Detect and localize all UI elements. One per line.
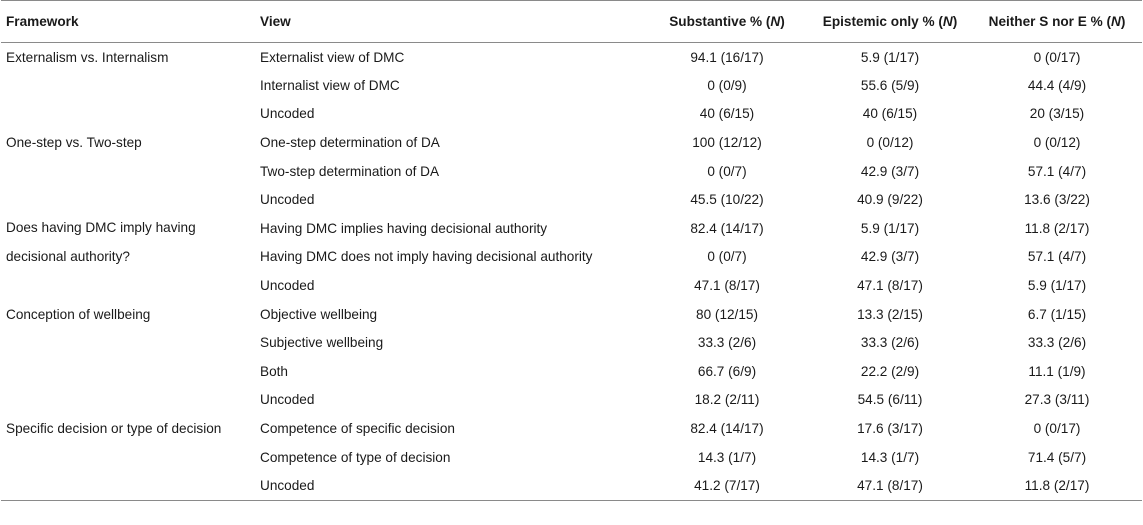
table-row (1, 386, 1142, 415)
view-cell: Objective wellbeing (260, 306, 378, 322)
framework-cell: Conception of wellbeing (6, 306, 151, 322)
epistemic-cell: 13.3 (2/15) (857, 306, 923, 322)
table-row (1, 43, 1142, 72)
neither-cell: 0 (0/17) (1033, 421, 1081, 437)
header-substantive-text: Substantive % ( (669, 14, 771, 29)
header-neither-text: Neither S nor E % ( (988, 14, 1111, 29)
header-neither-n: N (1111, 14, 1121, 29)
view-cell: Two-step determination of DA (260, 163, 440, 179)
table-row (1, 128, 1142, 157)
header-epistemic-close: ) (952, 14, 958, 29)
view-cell: One-step determination of DA (260, 135, 440, 151)
framework-cell-empty (1, 443, 260, 472)
epistemic-cell: 0 (0/12) (866, 135, 914, 151)
table-row (1, 414, 1142, 443)
substantive-cell: 0 (0/7) (707, 249, 747, 265)
neither-cell: 11.1 (1/9) (1028, 363, 1086, 379)
epistemic-cell: 55.6 (5/9) (860, 77, 920, 93)
epistemic-cell: 33.3 (2/6) (860, 335, 920, 351)
framework-cell: Specific decision or type of decision (6, 421, 222, 437)
substantive-cell: 80 (12/15) (696, 306, 758, 322)
framework-cell-empty (1, 357, 260, 386)
table-header (1, 1, 1142, 43)
substantive-cell: 94.1 (16/17) (690, 49, 764, 65)
neither-cell: 13.6 (3/22) (1024, 192, 1090, 208)
framework-cell-empty (1, 100, 260, 129)
neither-cell: 11.8 (2/17) (1024, 220, 1090, 236)
epistemic-cell: 40.9 (9/22) (857, 192, 923, 208)
epistemic-cell: 5.9 (1/17) (860, 49, 920, 65)
neither-cell: 0 (0/12) (1033, 135, 1081, 151)
substantive-cell: 14.3 (1/7) (697, 449, 757, 465)
header-neither (972, 1, 1142, 43)
epistemic-cell: 40 (6/15) (862, 106, 918, 122)
neither-cell: 20 (3/15) (1029, 106, 1085, 122)
epistemic-cell: 42.9 (3/7) (860, 249, 920, 265)
framework-cell: Externalism vs. Internalism (6, 49, 169, 65)
neither-cell: 57.1 (4/7) (1027, 249, 1087, 265)
results-table (1, 0, 1142, 501)
table-row (1, 185, 1142, 214)
header-substantive-n: N (770, 14, 781, 29)
view-cell: Having DMC does not imply having decisional authority (260, 249, 593, 265)
header-epistemic-n: N (942, 14, 953, 29)
table-row (1, 71, 1142, 100)
epistemic-cell: 22.2 (2/9) (860, 363, 920, 379)
substantive-cell: 18.2 (2/11) (694, 392, 760, 408)
view-cell: Uncoded (260, 392, 315, 408)
epistemic-cell: 54.5 (6/11) (857, 392, 923, 408)
substantive-cell: 40 (6/15) (699, 106, 755, 122)
substantive-cell: 82.4 (14/17) (690, 220, 764, 236)
substantive-cell: 82.4 (14/17) (690, 421, 764, 437)
epistemic-cell: 42.9 (3/7) (860, 163, 920, 179)
table-row (1, 471, 1142, 500)
neither-cell: 11.8 (2/17) (972, 471, 1142, 500)
header-epistemic (808, 1, 972, 43)
header-framework: Framework (1, 1, 260, 43)
framework-cell: Does having DMC imply having decisional authority? (6, 220, 196, 264)
substantive-cell: 41.2 (7/17) (646, 471, 808, 500)
framework-cell-empty (1, 271, 260, 300)
header-epistemic-text: Epistemic only % ( (822, 14, 943, 29)
substantive-cell: 0 (0/9) (707, 77, 747, 93)
framework-cell-empty (1, 386, 260, 415)
header-row (1, 1, 1142, 43)
neither-cell: 33.3 (2/6) (1027, 335, 1087, 351)
view-cell: Internalist view of DMC (260, 77, 400, 93)
table-row (1, 214, 1142, 243)
epistemic-cell: 47.1 (8/17) (857, 278, 923, 294)
header-view: View (260, 1, 646, 43)
substantive-cell: 33.3 (2/6) (697, 335, 757, 351)
framework-cell: One-step vs. Two-step (6, 135, 142, 151)
neither-cell: 44.4 (4/9) (1027, 77, 1087, 93)
view-cell: Both (260, 363, 288, 379)
neither-cell: 27.3 (3/11) (1024, 392, 1090, 408)
substantive-cell: 45.5 (10/22) (690, 192, 764, 208)
table-row (1, 328, 1142, 357)
neither-cell: 71.4 (5/7) (1027, 449, 1087, 465)
view-cell: Uncoded (260, 106, 315, 122)
view-cell: Uncoded (260, 192, 315, 208)
substantive-cell: 47.1 (8/17) (694, 278, 760, 294)
framework-cell-empty (1, 71, 260, 100)
table-row (1, 100, 1142, 129)
substantive-cell: 0 (0/7) (707, 163, 747, 179)
table-row (1, 271, 1142, 300)
framework-cell-empty (1, 157, 260, 186)
view-cell: Externalist view of DMC (260, 49, 405, 65)
table-row (1, 300, 1142, 329)
view-cell: Competence of specific decision (260, 421, 455, 437)
header-substantive-close: ) (780, 14, 785, 29)
view-cell: Uncoded (260, 278, 315, 294)
epistemic-cell: 5.9 (1/17) (860, 220, 920, 236)
framework-cell-empty (1, 471, 260, 500)
substantive-cell: 100 (12/12) (692, 135, 762, 151)
view-cell: Uncoded (260, 471, 646, 500)
table-row (1, 357, 1142, 386)
table-body (1, 43, 1142, 501)
header-substantive (646, 1, 808, 43)
framework-cell-empty (1, 185, 260, 214)
neither-cell: 57.1 (4/7) (1027, 163, 1087, 179)
neither-cell: 5.9 (1/17) (1027, 278, 1087, 294)
table-row (1, 443, 1142, 472)
view-cell: Competence of type of decision (260, 449, 451, 465)
epistemic-cell: 14.3 (1/7) (860, 449, 920, 465)
epistemic-cell: 17.6 (3/17) (857, 421, 923, 437)
epistemic-cell: 47.1 (8/17) (808, 471, 972, 500)
view-cell: Having DMC implies having decisional authority (260, 220, 548, 236)
neither-cell: 6.7 (1/15) (1027, 306, 1087, 322)
view-cell: Subjective wellbeing (260, 335, 384, 351)
header-neither-close: ) (1120, 14, 1126, 29)
neither-cell: 0 (0/17) (1033, 49, 1081, 65)
table-row (1, 157, 1142, 186)
substantive-cell: 66.7 (6/9) (697, 363, 757, 379)
framework-cell-empty (1, 328, 260, 357)
